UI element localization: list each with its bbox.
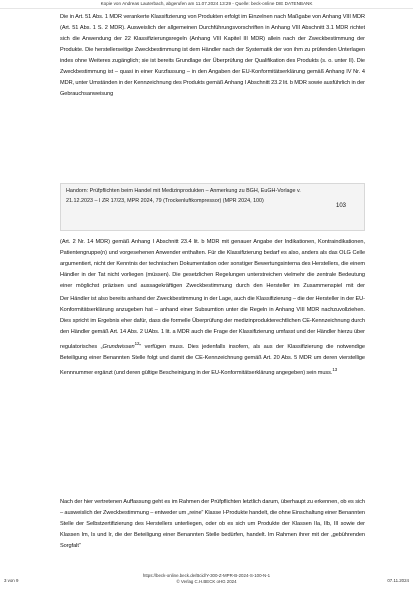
paragraph-3-emphasis: Grundwissen (102, 343, 135, 350)
footnote-marker-13[interactable]: 13 (332, 366, 338, 372)
paragraph-4: Nach der hier vertretenen Auffassung geht es im Rahmen der Prüfpflichten letztlich darum, überhaupt zu erkennen, ob es sich – ausweislich der Zweckbestimmung – entweder um „reine“ Klasse I-Produkte handelt, die ohne Einschaltung einer Benannten Stelle der Selbstzertifizierung des Herstellers unterliegen, oder ob es sich um Produkte der Klassen IIa, IIb, III sowie der Klassen Im, Is und Ir, die der Beteiligung einer Benannten Stelle bedürfen, handelt. Im Rahmen ihrer mit der „gebührenden Sorgfalt“ (60, 499, 365, 549)
paragraph-3-text-a: Der Händler ist also bereits anhand der Zweckbestimmung in der Lage, auch die Klassifizierung – die der Hersteller in der EU-Konformitätserklärung anzugeben hat – anhand einer Subsumtion unter die Regeln in Anhang VIII MDR nachzuvollziehen. Dies spricht im Ergebnis eher dafür, dass die formelle Überprüfung der medizinprodukterechtlichen CE-Kennzeichnung durch den Händler gemäß Art. 14 Abs. 2 UAbs. 1 lit. a MDR auch die Frage der Klassifizierung umfasst und der Händler hierzu über regulatorisches „ (60, 296, 365, 350)
paragraph-2: (Art. 2 Nr. 14 MDR) gemäß Anhang I Abschnitt 23.4 lit. b MDR mit genauer Angabe der Indikationen, Kontraindikationen, Patientengruppe(n) und vorgesehenen Anwender enthalten. Für die Klassifizierung bedarf es also, anders als das OLG Celle argumentiert, nicht der Kenntnis der technischen Dokumentation oder sonstiger Bewertungsinterna des Herstellers, die einem Händler in der Tat nicht vorliegen (müssen). Die gesetzlichen Regelungen unterstreichen vielmehr die zentrale Bedeutung einer möglichst präzisen und aussagekräftigen Zweckbestimmung durch den Hersteller im Zusammenspiel mit der (60, 239, 365, 289)
paragraph-3-text-b: “ verfügen muss. Dies jedenfalls insofern, als aus der Klassifizierung die notwendige Beteiligung einer Benannten Stelle folgt und damit die CE-Kennzeichnung gemäß Art. 20 Abs. 5 MDR um deren vierstellige Kennnummer ergänzt (und deren gültige Bescheinigung in der EU-Konformitätserklärung angegeben) sein muss. (60, 343, 365, 376)
reference-box (60, 183, 365, 231)
reference-citation: Handorn: Prüfpflichten beim Handel mit Medizinprodukten – Anmerkung zu BGH, EuGH-Vorlage v. 21.12.2023 – I ZR 17/23, MPR 2024, 79 (Trockenluftkompressor) (MPR 2024, 100) (66, 188, 301, 204)
footer-date: 07.11.2024 (387, 578, 409, 583)
footnote-marker-12[interactable]: 12 (134, 341, 140, 346)
header-text: Kopie von Andreas Lauterbach, abgerufen am 11.07.2024 13:29 - Quelle: beck-online DIE DATENBANK (100, 1, 313, 6)
page-header (0, 0, 413, 9)
document-body (60, 12, 365, 607)
paragraph-1: Die in Art. 51 Abs. 1 MDR verankerte Klassifizierung von Produkten erfolgt im Einzelnen nach Maßgabe von Anhang VIII MDR (Art. 51 Abs. 1 S. 2 MDR). Ausweislich der allgemeinen Durchführungsvorschriften in Anhang VIII Abschnitt 3.1 MDR richtet sich die Anwendung der 22 Klassifizierungsregeln (Anhang VIII Kapitel III MDR) allein nach der Zweckbestimmung der Produkte. Die herstellerseitige Zweckbestimmung ist dem Händler nach der Systematik der von ihm zu prüfenden Unterlagen indes ohne Weiteres zugänglich; sie ist bereits Grundlage der Überprüfung der Qualifikation des Produkts (s. o. unter II). Die Zweckbestimmung ist – quasi in einer Kurzfassung – in den Angaben der EU-Konformitätserklärung gemäß Anhang IV Nr. 4 MDR, unter Umständen in der Kennzeichnung des Produkts gemäß Anhang I Abschnitt 23.2 lit. b MDR sowie ausführlich in der Gebrauchsanweisung (60, 14, 365, 97)
footer-publisher: © Verlag C.H.BECK oHG 2024 (176, 578, 237, 584)
reference-page-number: 103 (335, 203, 346, 209)
page-indicator: 3 von 9 (4, 578, 19, 583)
footer-center (0, 573, 413, 584)
paragraph-3 (60, 294, 365, 491)
page-footer (0, 572, 413, 585)
footer-url[interactable]: https://beck-online.beck.de/Bcid/Y-300-Z-MPR-B-2024-S-100-N-1 (142, 573, 271, 578)
